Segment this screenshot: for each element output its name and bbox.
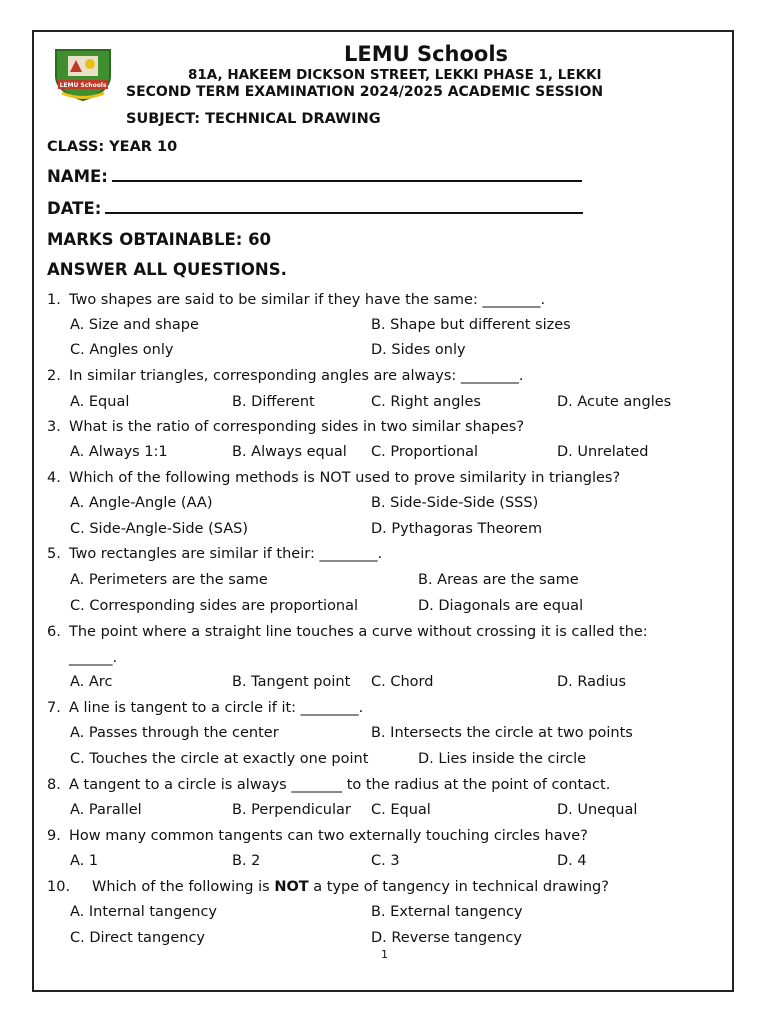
question-5 [47,546,383,562]
page-number: 1 [381,948,388,961]
q10-option-b[interactable]: B. External tangency [371,904,523,920]
q9-option-a[interactable]: A. 1 [70,853,99,869]
q5-option-b[interactable]: B. Areas are the same [418,572,579,588]
question-number: 1. [47,292,61,308]
q2-option-b[interactable]: B. Different [232,394,315,410]
question-number: 10. [47,879,71,895]
q7-option-c[interactable]: C. Touches the circle at exactly one point [70,751,369,767]
q10-option-c[interactable]: C. Direct tangency [70,930,205,946]
q2-option-a[interactable]: A. Equal [70,394,130,410]
question-text: How many common tangents can two externally touching circles have? [69,828,588,844]
q7-option-b[interactable]: B. Intersects the circle at two points [371,725,633,741]
emphasis-not: NOT [274,879,309,895]
q3-option-c[interactable]: C. Proportional [371,444,479,460]
question-number: 8. [47,777,61,793]
q5-option-a[interactable]: A. Perimeters are the same [70,572,268,588]
class-line: CLASS: YEAR 10 [47,139,178,155]
question-text: The point where a straight line touches a curve without crossing it is called the: [69,624,648,640]
date-blank[interactable] [105,198,583,214]
name-blank[interactable] [112,166,582,182]
question-7 [47,700,364,716]
q2-option-d[interactable]: D. Acute angles [557,394,672,410]
q10-option-d[interactable]: D. Reverse tangency [371,930,522,946]
q1-option-a[interactable]: A. Size and shape [70,317,199,333]
q1-option-b[interactable]: B. Shape but different sizes [371,317,571,333]
question-9 [47,828,588,844]
q9-option-b[interactable]: B. 2 [232,853,261,869]
q9-option-c[interactable]: C. 3 [371,853,400,869]
svg-text:LEMU Schools: LEMU Schools [59,82,107,89]
subject-line: SUBJECT: TECHNICAL DRAWING [126,111,381,127]
question-number: 6. [47,624,61,640]
q8-option-d[interactable]: D. Unequal [557,802,638,818]
instruction: ANSWER ALL QUESTIONS. [47,260,287,279]
q3-option-d[interactable]: D. Unrelated [557,444,649,460]
date-label: DATE: [47,199,102,218]
question-number: 3. [47,419,61,435]
question-text: Which of the following is NOT a type of tangency in technical drawing? [92,879,609,895]
q8-option-c[interactable]: C. Equal [371,802,431,818]
q9-option-d[interactable]: D. 4 [557,853,587,869]
question-text: What is the ratio of corresponding sides in two similar shapes? [69,419,525,435]
q3-option-a[interactable]: A. Always 1:1 [70,444,168,460]
school-name: LEMU Schools [343,42,509,66]
question-text: A line is tangent to a circle if it: ________. [69,700,364,716]
q10-option-a[interactable]: A. Internal tangency [70,904,218,920]
question-number: 7. [47,700,61,716]
q7-option-a[interactable]: A. Passes through the center [70,725,279,741]
question-6-blank: ______. [69,650,118,666]
question-4 [47,470,621,486]
q8-option-b[interactable]: B. Perpendicular [232,802,351,818]
q6-option-b[interactable]: B. Tangent point [232,674,351,690]
question-text: Two shapes are said to be similar if they have the same: ________. [69,292,546,308]
question-2 [47,368,524,384]
q4-option-b[interactable]: B. Side-Side-Side (SSS) [371,495,539,511]
school-address: 81A, HAKEEM DICKSON STREET, LEKKI PHASE 1, LEKKI [188,67,602,83]
q6-option-d[interactable]: D. Radius [557,674,627,690]
q5-option-d[interactable]: D. Diagonals are equal [418,598,584,614]
question-3 [47,419,525,435]
name-label: NAME: [47,167,108,186]
marks-obtainable: MARKS OBTAINABLE: 60 [47,230,272,249]
q5-option-c[interactable]: C. Corresponding sides are proportional [70,598,359,614]
question-text: Two rectangles are similar if their: ________. [69,546,383,562]
q1-option-c[interactable]: C. Angles only [70,342,174,358]
question-number: 5. [47,546,61,562]
q4-option-c[interactable]: C. Side-Angle-Side (SAS) [70,521,248,537]
question-number: 9. [47,828,61,844]
q6-option-c[interactable]: C. Chord [371,674,434,690]
q2-option-c[interactable]: C. Right angles [371,394,481,410]
date-field[interactable] [47,198,583,218]
q7-option-d[interactable]: D. Lies inside the circle [418,751,587,767]
exam-title: SECOND TERM EXAMINATION 2024/2025 ACADEMIC SESSION [126,84,604,100]
q3-option-b[interactable]: B. Always equal [232,444,347,460]
question-1 [47,292,546,308]
q4-option-a[interactable]: A. Angle-Angle (AA) [70,495,213,511]
question-8 [47,777,611,793]
q1-option-d[interactable]: D. Sides only [371,342,466,358]
question-text: In similar triangles, corresponding angles are always: ________. [69,368,524,384]
question-number: 4. [47,470,61,486]
question-text: A tangent to a circle is always _______ to the radius at the point of contact. [69,777,611,793]
question-10 [47,879,609,895]
q6-option-a[interactable]: A. Arc [70,674,113,690]
name-field[interactable] [47,166,582,186]
q4-option-d[interactable]: D. Pythagoras Theorem [371,521,543,537]
q8-option-a[interactable]: A. Parallel [70,802,142,818]
question-number: 2. [47,368,61,384]
question-text: Which of the following methods is NOT used to prove similarity in triangles? [69,470,621,486]
question-6 [47,624,648,640]
